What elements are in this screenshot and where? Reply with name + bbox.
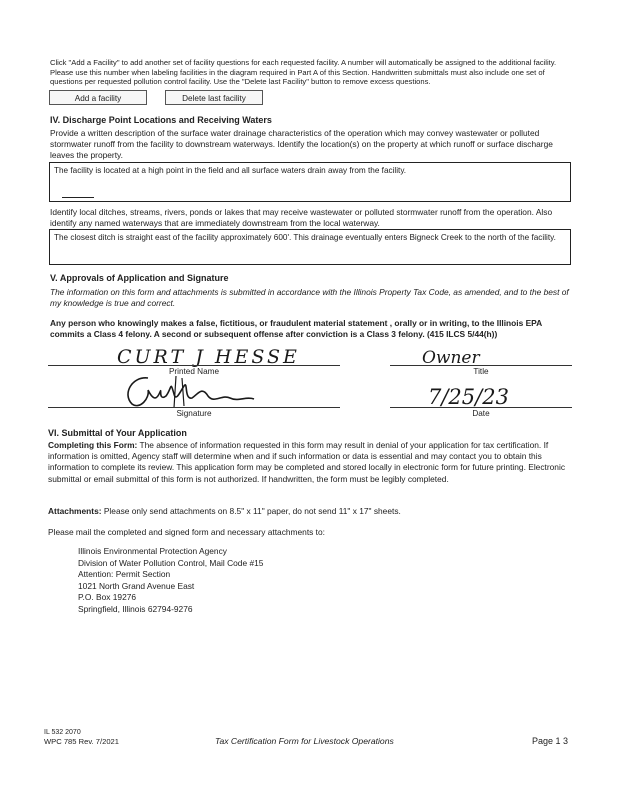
title-line [390, 365, 572, 366]
footer-title: Tax Certification Form for Livestock Operations [215, 736, 394, 746]
date-label: Date [472, 409, 490, 418]
waterways-field[interactable] [49, 229, 571, 265]
printed-name-label: Printed Name [168, 367, 220, 376]
form-revision: WPC 785 Rev. 7/2021 [44, 737, 119, 746]
date-line [390, 407, 572, 408]
signature-line [48, 407, 340, 408]
completing-form-text [48, 440, 574, 485]
address-line: 1021 North Grand Avenue East [78, 580, 195, 591]
mailing-address [78, 546, 378, 616]
address-line: Springfield, Illinois 62794-9276 [78, 603, 193, 614]
address-line: P.O. Box 19276 [78, 592, 137, 603]
section-4-heading: IV. Discharge Point Locations and Receiving Waters [50, 115, 272, 125]
drainage-description-value: The facility is located at a high point in the field and all surface waters drain away from the facility. [54, 166, 407, 175]
section-5-heading: V. Approvals of Application and Signature [50, 273, 229, 283]
svg-text:7/25/23: 7/25/23 [428, 385, 509, 408]
page-number: Page 1 3 [532, 736, 569, 746]
address-line: Division of Water Pollution Control, Mail Code #15 [78, 557, 264, 568]
field-underline-mark [62, 197, 94, 198]
section-6-heading: VI. Submittal of Your Application [48, 428, 187, 438]
attachments-label: Attachments: [48, 506, 102, 516]
section-4-desc-1: Provide a written description of the surface water drainage characteristics of the operation which may convey wastewater or polluted stormwater runoff from the facility to downstream waterways. Identify the location(s) on the property at which runoff or surface discharge leaves the property. [50, 128, 553, 161]
svg-text:CURT J HESSE: CURT J HESSE [117, 346, 300, 368]
attachments-body: Please only send attachments on 8.5" x 11" paper, do not send 11" x 17" sheets. [101, 506, 401, 516]
completing-form-label: Completing this Form: [48, 440, 138, 450]
felony-warning: Any person who knowingly makes a false, fictitious, or fraudulent material statement , orally or in writing, to the Illinois EPA commits a Class 4 felony. A second or subsequent offense after conviction is a Class 3 felony. (415 ILCS 5/44(h)) [50, 318, 542, 340]
date-field[interactable] [420, 380, 570, 408]
certification-statement: The information on this form and attachments is submitted in accordance with the Illinois Property Tax Code, as amended, and to the best of my knowledge is true and correct. [50, 287, 569, 309]
signature-scribble-icon [118, 372, 268, 412]
address-line: Illinois Environmental Protection Agency [78, 546, 227, 556]
section-4-desc-2: Identify local ditches, streams, rivers, ponds or lakes that may receive wastewater or polluted stormwater runoff from the operation. Also identify any named waterways that are immediately downstream from the local waterway. [50, 207, 553, 229]
signature-label: Signature [176, 409, 212, 418]
form-code: IL 532 2070 [44, 729, 81, 736]
attachments-text [48, 506, 574, 517]
title-label: Title [473, 367, 489, 376]
completing-form-body: The absence of information requested in this form may result in denial of your application for tax certification. If information is omitted, Agency staff will determine when and if such information or data is essential and may contact you to obtain this information to complete its review. This application form may be completed and stored locally in electronic form for future printing. Electronic submittal or email submittal of this form is not authorized. If handwritten, the form must be legibly completed. [48, 440, 566, 484]
printed-name-line [48, 365, 340, 366]
delete-facility-button[interactable]: Delete last facility [165, 90, 263, 105]
add-facility-button[interactable]: Add a facility [49, 90, 147, 105]
signature-field[interactable] [118, 372, 268, 412]
mail-instructions: Please mail the completed and signed form and necessary attachments to: [48, 527, 325, 537]
address-line: Attention: Permit Section [78, 569, 171, 580]
date-handwriting [420, 380, 570, 408]
waterways-value: The closest ditch is straight east of the facility approximately 600'. This drainage eventually enters Bigneck Creek to the north of the facility. [54, 233, 556, 242]
svg-text:Owner: Owner [422, 348, 480, 368]
intro-instructions: Click "Add a Facility" to add another set of facility questions for each requested facility. A number will automatically be assigned to the additional facility. Please use this number when labeling facilities in the diagram required in Part A of this Section. Handwritten submittals must also include one set of questions per requested pollution control facility. Use the "Delete last Facility" button to remove excess questions. [50, 58, 557, 87]
drainage-description-field[interactable] [49, 162, 571, 202]
